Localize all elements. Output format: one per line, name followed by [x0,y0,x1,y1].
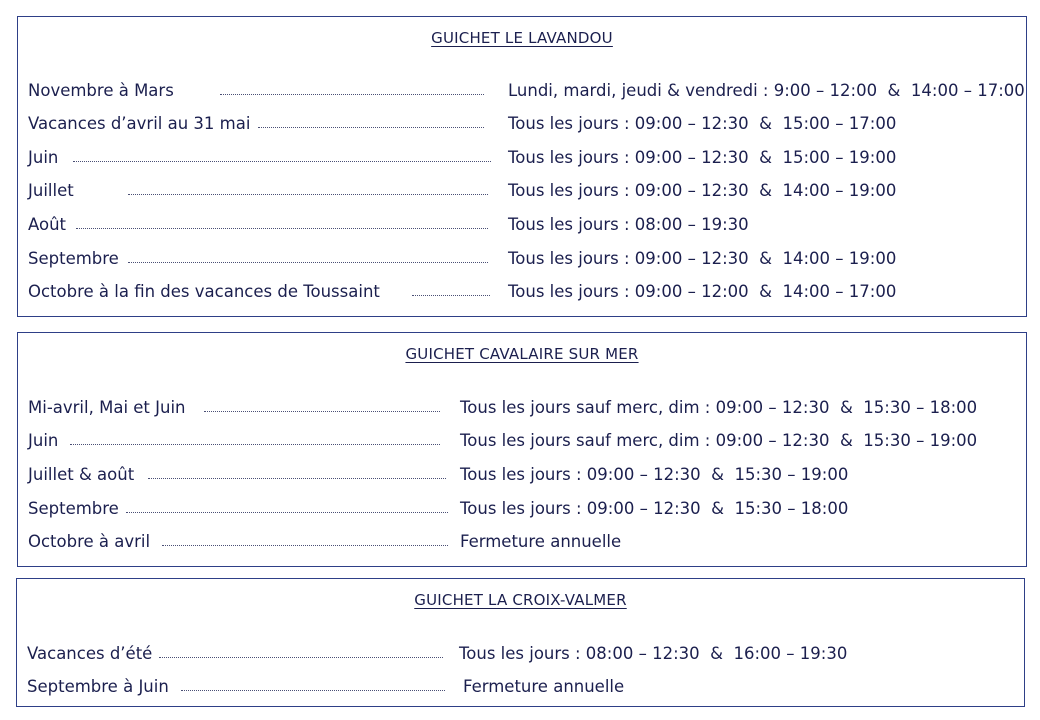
dot-leader [412,295,490,296]
section-title: GUICHET CAVALAIRE SUR MER [405,345,639,363]
period-label: Septembre [28,249,119,268]
section-title: GUICHET LE LAVANDOU [431,29,613,47]
hours-value: Tous les jours sauf merc, dim : 09:00 – 12:30 & 15:30 – 18:00 [460,398,978,417]
period-label: Septembre [28,499,119,518]
dot-leader [162,545,448,546]
period-label: Octobre à la fin des vacances de Toussaint [28,282,380,301]
dot-leader [128,194,488,195]
period-label: Juillet & août [28,465,135,484]
dot-leader [181,690,445,691]
dot-leader [73,161,491,162]
dot-leader [220,94,484,95]
dot-leader [128,262,488,263]
period-label: Septembre à Juin [27,677,169,696]
hours-value: Fermeture annuelle [463,677,625,696]
hours-value: Tous les jours : 09:00 – 12:00 & 14:00 – 17:00 [508,282,897,301]
period-label: Mi-avril, Mai et Juin [28,398,186,417]
hours-value: Lundi, mardi, jeudi & vendredi : 9:00 – 12:00 & 14:00 – 17:00 [508,81,1025,100]
hours-value: Tous les jours : 09:00 – 12:30 & 14:00 – 19:00 [508,181,897,200]
dot-leader [159,657,443,658]
hours-value: Tous les jours : 09:00 – 12:30 & 15:00 – 19:00 [508,148,897,167]
hours-value: Fermeture annuelle [460,532,622,551]
section-le-lavandou [17,16,1027,317]
period-label: Octobre à avril [28,532,151,551]
period-label: Vacances d’été [27,644,153,663]
hours-value: Tous les jours : 08:00 – 12:30 & 16:00 – 19:30 [459,644,848,663]
period-label: Juillet [28,181,74,200]
dot-leader [70,444,440,445]
period-label: Juin [28,431,59,450]
dot-leader [204,411,440,412]
hours-value: Tous les jours : 09:00 – 12:30 & 15:30 – 18:00 [460,499,849,518]
hours-value: Tous les jours : 09:00 – 12:30 & 14:00 – 19:00 [508,249,897,268]
hours-value: Tous les jours : 09:00 – 12:30 & 15:30 – 19:00 [460,465,849,484]
dot-leader [258,127,484,128]
hours-value: Tous les jours : 08:00 – 19:30 [508,215,749,234]
hours-value: Tous les jours : 09:00 – 12:30 & 15:00 – 17:00 [508,114,897,133]
dot-leader [126,512,448,513]
hours-value: Tous les jours sauf merc, dim : 09:00 – 12:30 & 15:30 – 19:00 [460,431,978,450]
dot-leader [148,478,446,479]
section-la-croix-valmer [16,578,1025,707]
dot-leader [76,228,488,229]
period-label: Vacances d’avril au 31 mai [28,114,251,133]
period-label: Novembre à Mars [28,81,174,100]
section-title: GUICHET LA CROIX-VALMER [414,591,627,609]
period-label: Juin [28,148,59,167]
section-cavalaire-sur-mer [17,332,1027,567]
period-label: Août [28,215,67,234]
